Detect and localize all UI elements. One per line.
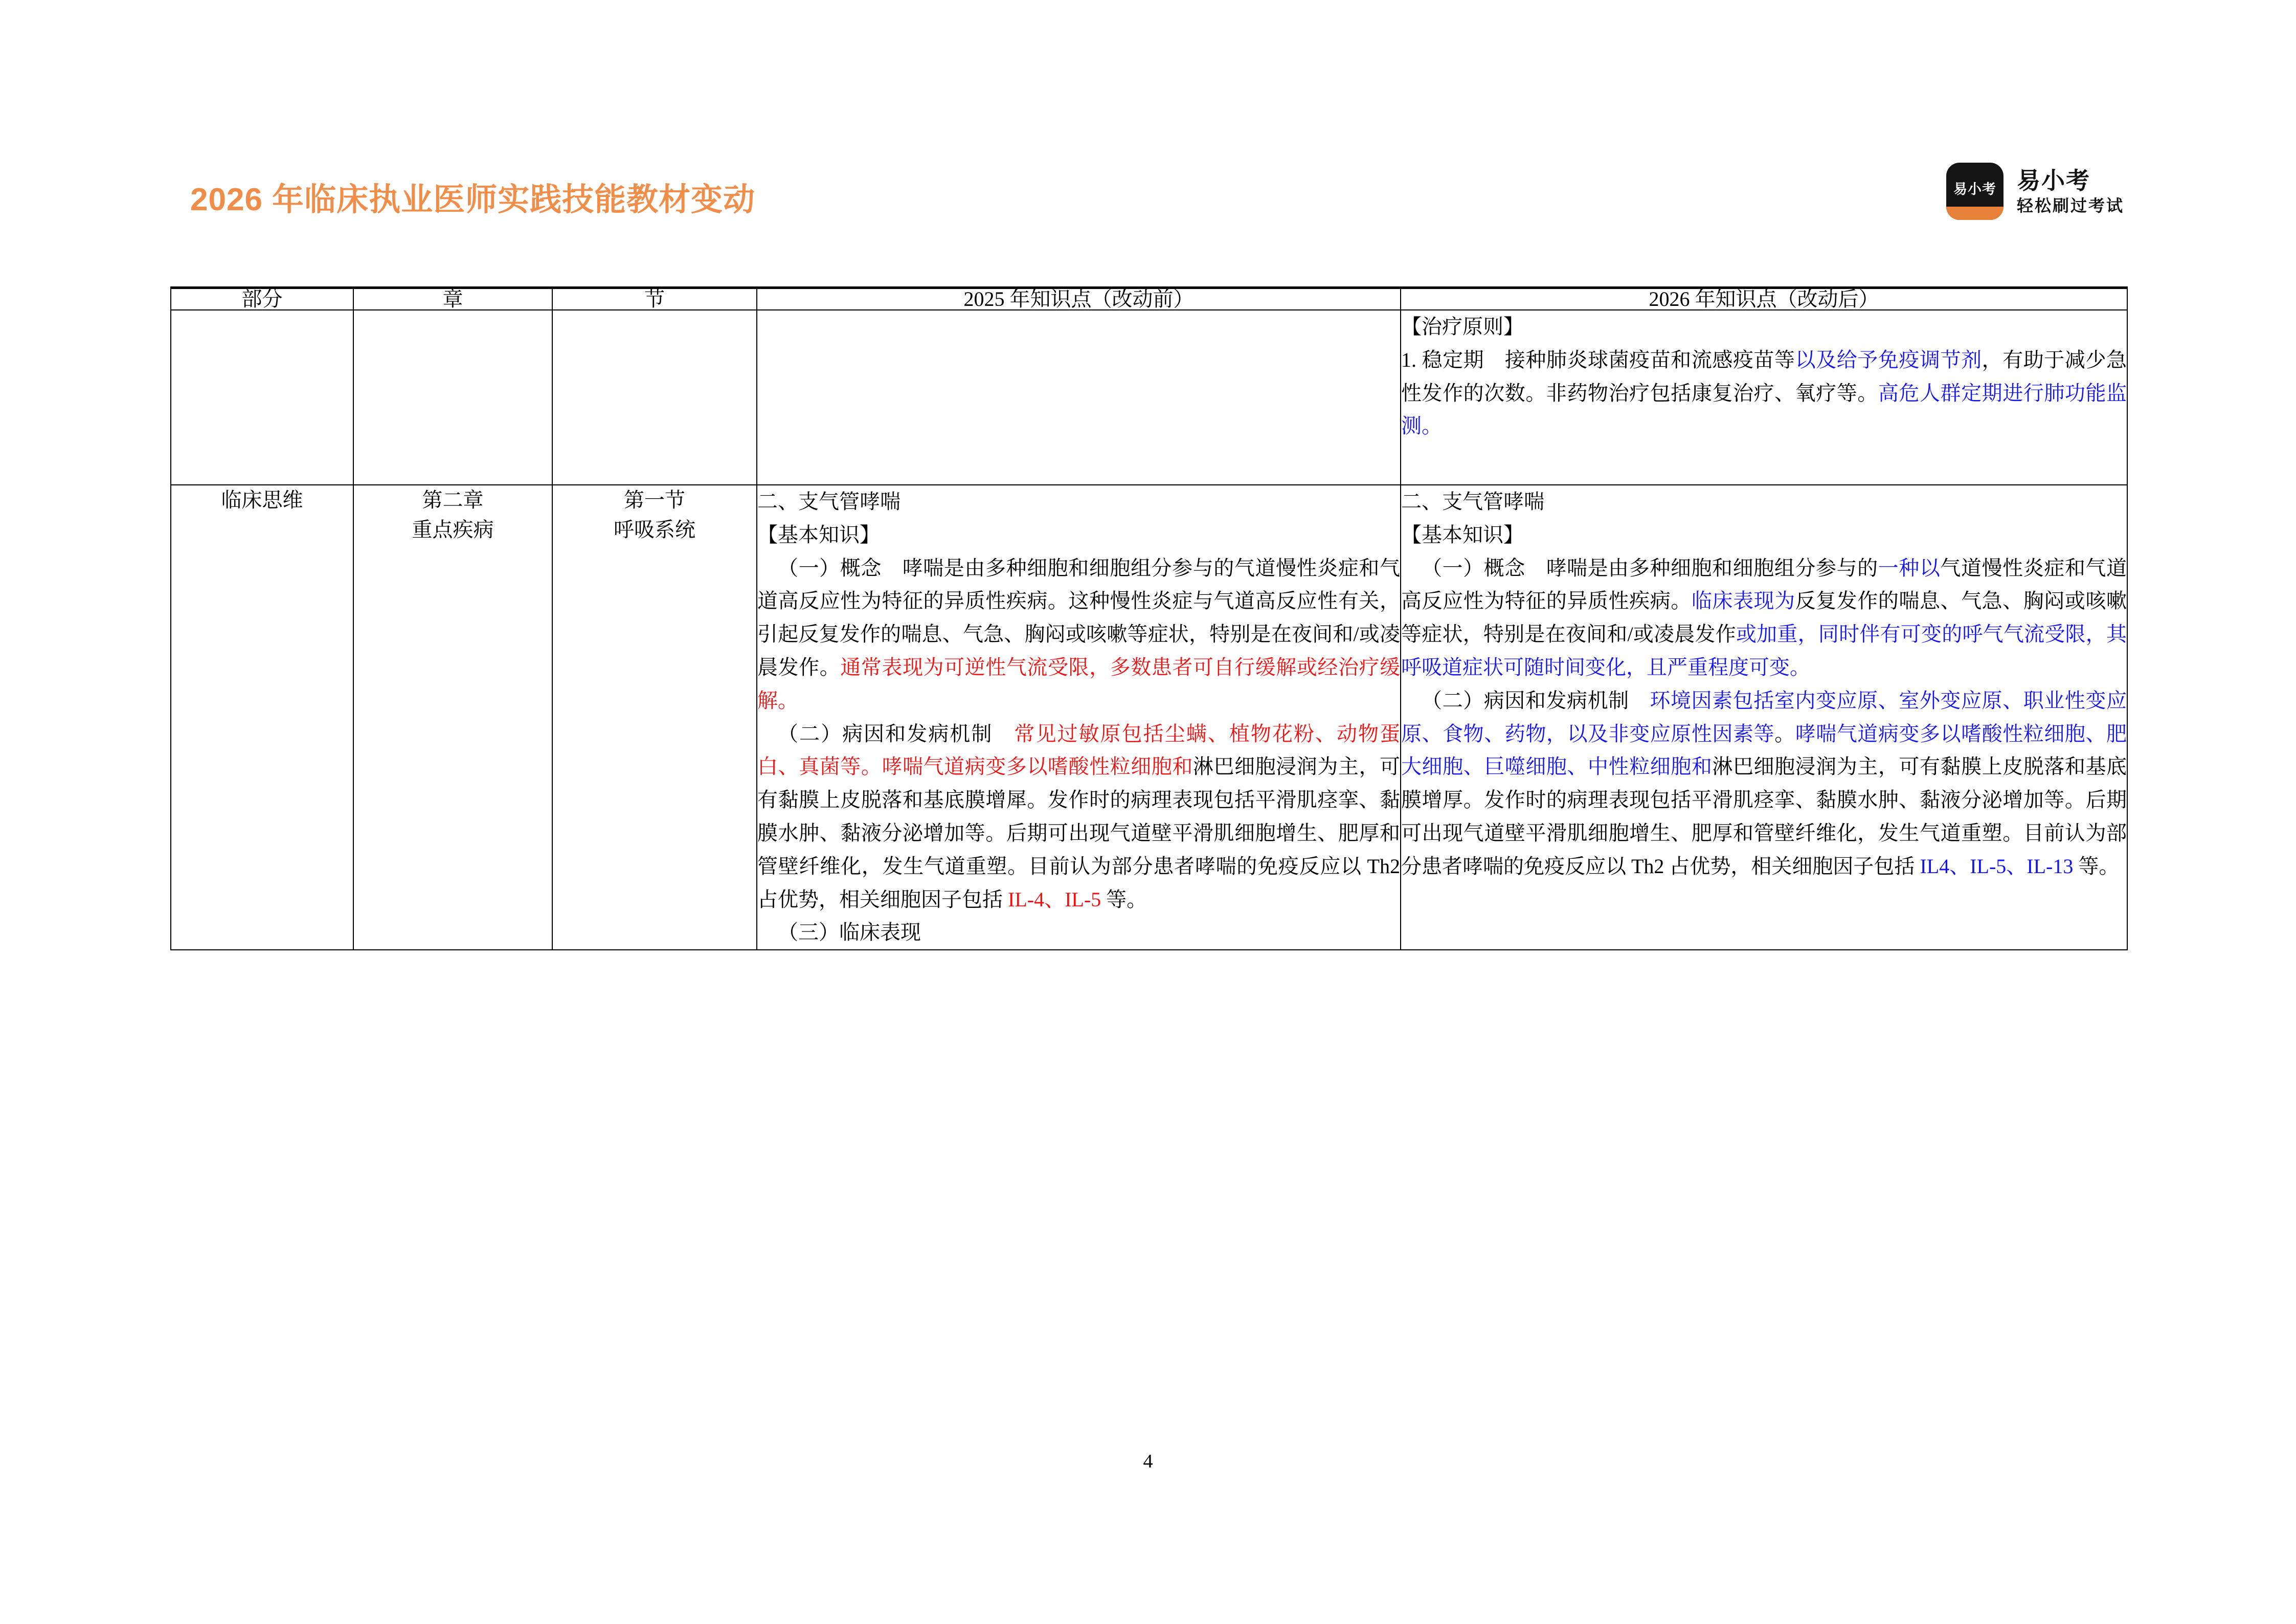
cell-line: 第一节 xyxy=(624,488,685,511)
paragraph xyxy=(1401,485,2127,519)
cell-2025-row1 xyxy=(757,310,1401,485)
brand-name: 易小考 xyxy=(2016,167,2090,194)
text-run-black: 1. 稳定期 接种肺炎球菌疫苗和流感疫苗等 xyxy=(1401,348,1795,371)
column-header-part: 部分 xyxy=(171,288,353,310)
paragraph xyxy=(1401,552,2127,684)
text-run-red: 通常表现为可逆性气流受限，多数患者可自行缓解或经治疗缓解。 xyxy=(757,655,1401,712)
textbook-changes-table xyxy=(170,286,2128,950)
cell-line: 第二章 xyxy=(422,488,484,511)
brand-mark-icon xyxy=(1946,163,2004,220)
text-run-black: 。 xyxy=(1774,722,1795,745)
text-run-blue: 高危人群定期进行肺功能监测。 xyxy=(1401,381,2127,438)
text-run-black: （一）概念 哮喘是由多种细胞和细胞组分参与的气道慢性炎症和气道高反应性为特征的异质性疾病。这种慢性炎症与气道高反应性有关，引起反复发作的喘息、气急、胸闷或咳嗽等症状，特别是在夜间和/或凌晨发作。 xyxy=(757,556,1400,679)
brand-mark-label: 易小考 xyxy=(1953,181,1996,197)
text-run-black: 等。 xyxy=(1101,887,1147,911)
cell-2025-row2 xyxy=(757,485,1401,950)
paragraph xyxy=(757,718,1400,917)
paragraph xyxy=(1401,519,2127,552)
cell-2026-row2 xyxy=(1401,485,2127,950)
cell-chapter-row2 xyxy=(353,485,552,950)
text-run-black: 【基本知识】 xyxy=(1401,523,1524,546)
cell-chapter-row1 xyxy=(353,310,552,485)
text-run-red: IL-4、IL-5 xyxy=(1008,887,1101,911)
text-run-blue: IL4、IL-5、IL-13 xyxy=(1920,854,2074,878)
text-run-black: 反复发作的喘息、气急、胸闷或咳嗽等症状，特别是在夜间和/或凌晨发作 xyxy=(1401,589,2127,646)
text-run-blue: 环境因素包括室内变应原、室外变应原、职业性变应原、食物、药物，以及非变应原性因素等 xyxy=(1401,688,2127,745)
paragraph xyxy=(1401,310,2127,344)
text-run-blue: 一种以 xyxy=(1878,556,1941,580)
text-run-black: 气道慢性炎症和气道高反应性为特征的异质性疾病。 xyxy=(1401,556,2127,613)
cell-2026-row1 xyxy=(1401,310,2127,485)
cell-part-row1 xyxy=(171,310,353,485)
text-run-black: 淋巴细胞浸润为主，可有黏膜上皮脱落和基底膜增犀。发作时的病理表现包括平滑肌痉挛、黏膜水肿、黏液分泌增加等。后期可出现气道壁平滑肌细胞增生、肥厚和管壁纤维化，发生气道重塑。目前认为部分患者哮喘的免疫反应以 Th2 占优势，相关细胞因子包括 xyxy=(757,755,1401,911)
text-run-black: （一）概念 哮喘是由多种细胞和细胞组分参与的 xyxy=(1422,556,1878,580)
brand-mark-strip xyxy=(1946,207,2004,220)
text-run-black: 淋巴细胞浸润为主，可有黏膜上皮脱落和基底膜增厚。发作时的病理表现包括平滑肌痉挛、黏膜水肿、黏液分泌增加等。后期可出现气道壁平滑肌细胞增生、肥厚和管壁纤维化，发生气道重塑。目前认为部分患者哮喘的免疫反应以 Th2 占优势，相关细胞因子包括 xyxy=(1401,755,2127,878)
text-run-black: （二）病因和发病机制 xyxy=(1422,688,1650,712)
paragraph xyxy=(1401,684,2127,883)
text-run-blue: 哮喘气道病变多以嗜酸性粒细胞、肥大细胞、巨噬细胞、中性粒细胞和 xyxy=(1401,722,2127,778)
brand-logo xyxy=(1946,163,2124,220)
table-row xyxy=(171,485,2127,950)
cell-line: 呼吸系统 xyxy=(614,518,695,541)
text-run-red: 常见过敏原包括尘螨、植物花粉、动物蛋白、真菌等。哮喘气道病变多以嗜酸性粒细胞和 xyxy=(757,722,1401,778)
text-run-blue: 或加重，同时伴有可变的呼气气流受限，其呼吸道症状可随时间变化，且严重程度可变。 xyxy=(1401,622,2127,679)
table-row xyxy=(171,310,2127,485)
page-number: 4 xyxy=(1143,1451,1153,1472)
paragraph xyxy=(757,485,1400,519)
column-header-chapter: 章 xyxy=(353,288,552,310)
text-run-black: ，有助于减少急性发作的次数。非药物治疗包括康复治疗、氧疗等。 xyxy=(1401,348,2127,405)
text-run-black: （三）临床表现 xyxy=(778,921,921,944)
paragraph xyxy=(757,519,1400,552)
cell-section-row1 xyxy=(552,310,757,485)
page-title: 2026 年临床执业医师实践技能教材变动 xyxy=(190,182,756,217)
cell-section-row2 xyxy=(552,485,757,950)
brand-wordmark xyxy=(2017,167,2124,216)
column-header-2025: 2025 年知识点（改动前） xyxy=(757,288,1401,310)
text-run-black: 【基本知识】 xyxy=(757,523,880,546)
table-header-row xyxy=(171,288,2127,310)
paragraph xyxy=(757,916,1400,949)
paragraph xyxy=(757,552,1400,718)
text-run-black: （二）病因和发病机制 xyxy=(778,722,1015,745)
text-run-black: 二、支气管哮喘 xyxy=(757,490,901,513)
cell-part-row2: 临床思维 xyxy=(171,485,353,950)
text-run-black: 【治疗原则】 xyxy=(1401,315,1524,338)
text-run-blue: 以及给予免疫调节剂 xyxy=(1795,348,1982,371)
text-run-black: 二、支气管哮喘 xyxy=(1401,490,1544,513)
column-header-2026: 2026 年知识点（改动后） xyxy=(1401,288,2127,310)
brand-slogan: 轻松刷过考试 xyxy=(2016,196,2124,215)
column-header-section: 节 xyxy=(552,288,757,310)
text-run-black: 等。 xyxy=(2073,854,2120,878)
cell-line: 重点疾病 xyxy=(412,518,494,541)
paragraph xyxy=(1401,344,2127,443)
text-run-blue: 临床表现为 xyxy=(1691,589,1795,613)
